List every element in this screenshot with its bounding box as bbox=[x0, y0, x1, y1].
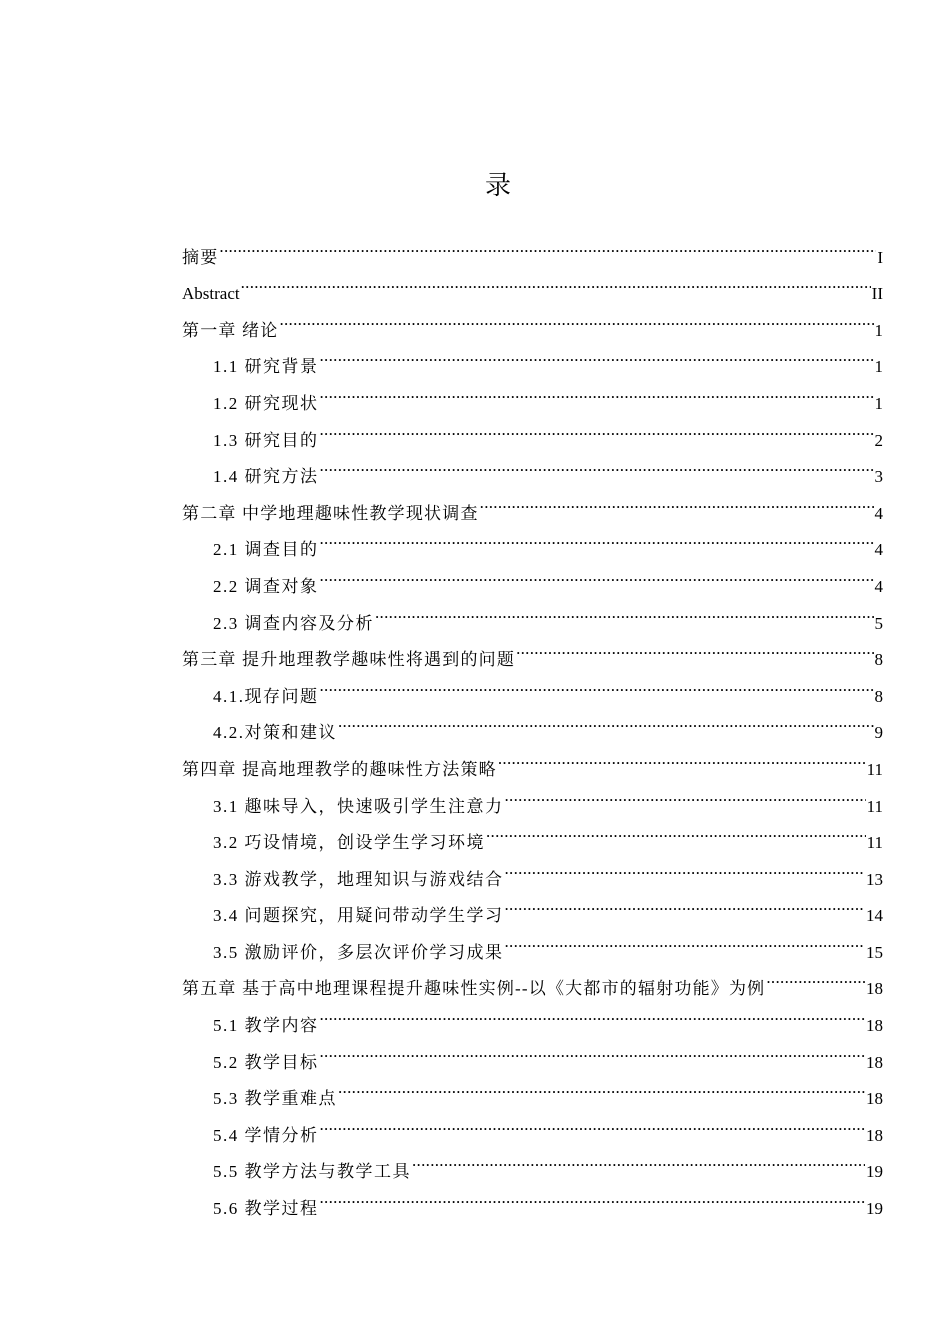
toc-entry-label: 3.2 巧设情境，创设学生学习环境 bbox=[213, 833, 485, 853]
dot-leader bbox=[498, 738, 866, 775]
toc-entry-label: 1.4 研究方法 bbox=[213, 467, 319, 487]
toc-entry-page: I bbox=[877, 247, 883, 267]
dot-leader bbox=[412, 1141, 865, 1178]
dot-leader bbox=[320, 409, 874, 446]
toc-entry-page: II bbox=[871, 284, 883, 304]
toc-entry-chapter-1[interactable] bbox=[182, 299, 883, 340]
toc-entry-page: 19 bbox=[866, 1199, 883, 1219]
toc-entry-label: 4.2.对策和建议 bbox=[213, 723, 337, 743]
dot-leader bbox=[766, 958, 865, 995]
toc-entry-label: 第五章 基于高中地理课程提升趣味性实例--以《大都市的辐射功能》为例 bbox=[182, 979, 766, 999]
toc-entry-label: 5.1 教学内容 bbox=[213, 1016, 319, 1036]
toc-entry-page: 9 bbox=[874, 723, 883, 743]
dot-leader bbox=[320, 446, 874, 483]
toc-entry-label: 5.6 教学过程 bbox=[213, 1199, 319, 1219]
dot-leader bbox=[241, 263, 871, 300]
dot-leader bbox=[320, 336, 874, 373]
dot-leader bbox=[480, 482, 874, 519]
toc-entry-label: 2.2 调查对象 bbox=[213, 576, 319, 596]
toc-entry-page: 2 bbox=[874, 430, 883, 450]
dot-leader bbox=[320, 519, 874, 556]
toc-entry-page: 1 bbox=[874, 393, 883, 413]
dot-leader bbox=[219, 226, 876, 263]
toc-entry-page: 18 bbox=[866, 1125, 883, 1145]
dot-leader bbox=[375, 592, 874, 629]
toc-entry-page: 4 bbox=[874, 540, 883, 560]
toc-title: 录 bbox=[484, 171, 511, 201]
toc-entry-label: 摘要 bbox=[182, 247, 219, 267]
toc-entry-label: 5.4 学情分析 bbox=[213, 1125, 319, 1145]
toc-entry-label: 5.3 教学重难点 bbox=[213, 1089, 337, 1109]
toc-entry-page: 18 bbox=[866, 1089, 883, 1109]
toc-entry-page: 18 bbox=[866, 979, 883, 999]
toc-entry-label: 4.1.现存问题 bbox=[213, 686, 319, 706]
dot-leader bbox=[505, 921, 866, 958]
dot-leader bbox=[320, 1104, 866, 1141]
toc-entry-page: 4 bbox=[874, 576, 883, 596]
toc-entry-page: 4 bbox=[874, 503, 883, 523]
toc-entry-label: 3.1 趣味导入，快速吸引学生注意力 bbox=[213, 796, 504, 816]
toc-entry-page: 1 bbox=[874, 357, 883, 377]
dot-leader bbox=[320, 1031, 866, 1068]
toc-entry-label: 2.1 调查目的 bbox=[213, 540, 319, 560]
toc-entry-label: 3.3 游戏教学，地理知识与游戏结合 bbox=[213, 869, 504, 889]
dot-leader bbox=[505, 775, 866, 812]
toc-entry-label: 1.3 研究目的 bbox=[213, 430, 319, 450]
toc-entry-page: 11 bbox=[866, 833, 883, 853]
dot-leader bbox=[320, 372, 874, 409]
toc-entry-page: 11 bbox=[866, 796, 883, 816]
toc-entry-label: 5.5 教学方法与教学工具 bbox=[213, 1162, 411, 1182]
dot-leader bbox=[338, 1068, 865, 1105]
toc-entry-page: 3 bbox=[874, 467, 883, 487]
dot-leader bbox=[320, 665, 874, 702]
toc-entry-label: 1.2 研究现状 bbox=[213, 393, 319, 413]
dot-leader bbox=[320, 555, 874, 592]
toc-entry-page: 1 bbox=[874, 320, 883, 340]
toc-entry-label: 第一章 绪论 bbox=[182, 320, 279, 340]
dot-leader bbox=[505, 885, 866, 922]
toc-entry-label: 第三章 提升地理教学趣味性将遇到的问题 bbox=[182, 650, 516, 670]
toc-entry-label: Abstract bbox=[182, 284, 240, 304]
toc-entry-page: 5 bbox=[874, 613, 883, 633]
toc-entry-label: 3.4 问题探究，用疑问带动学生学习 bbox=[213, 906, 504, 926]
toc-entry-page: 11 bbox=[866, 759, 883, 779]
toc-entry-label: 第四章 提高地理教学的趣味性方法策略 bbox=[182, 759, 497, 779]
toc-entry-page: 8 bbox=[874, 650, 883, 670]
toc-entry-page: 15 bbox=[866, 942, 883, 962]
dot-leader bbox=[320, 1177, 866, 1214]
toc-entry-label: 1.1 研究背景 bbox=[213, 357, 319, 377]
toc-entry-abstract-cn[interactable] bbox=[182, 226, 883, 267]
toc-entry-abstract-en[interactable] bbox=[182, 263, 883, 304]
toc-entry-label: 3.5 激励评价，多层次评价学习成果 bbox=[213, 942, 504, 962]
toc-entry-page: 19 bbox=[866, 1162, 883, 1182]
dot-leader bbox=[320, 994, 866, 1031]
toc-entry-page: 18 bbox=[866, 1016, 883, 1036]
dot-leader bbox=[505, 848, 866, 885]
toc-entry-page: 8 bbox=[874, 686, 883, 706]
dot-leader bbox=[338, 702, 874, 739]
toc-entry-page: 13 bbox=[866, 869, 883, 889]
dot-leader bbox=[486, 812, 866, 849]
toc-entry-label: 5.2 教学目标 bbox=[213, 1052, 319, 1072]
dot-leader bbox=[516, 629, 873, 666]
dot-leader bbox=[279, 299, 873, 336]
toc-entry-label: 2.3 调查内容及分析 bbox=[213, 613, 374, 633]
toc-entry-label: 第二章 中学地理趣味性教学现状调查 bbox=[182, 503, 479, 523]
toc-entry-section[interactable] bbox=[182, 336, 883, 377]
table-of-contents bbox=[182, 226, 883, 1219]
toc-entry-page: 14 bbox=[866, 906, 883, 926]
toc-entry-page: 18 bbox=[866, 1052, 883, 1072]
